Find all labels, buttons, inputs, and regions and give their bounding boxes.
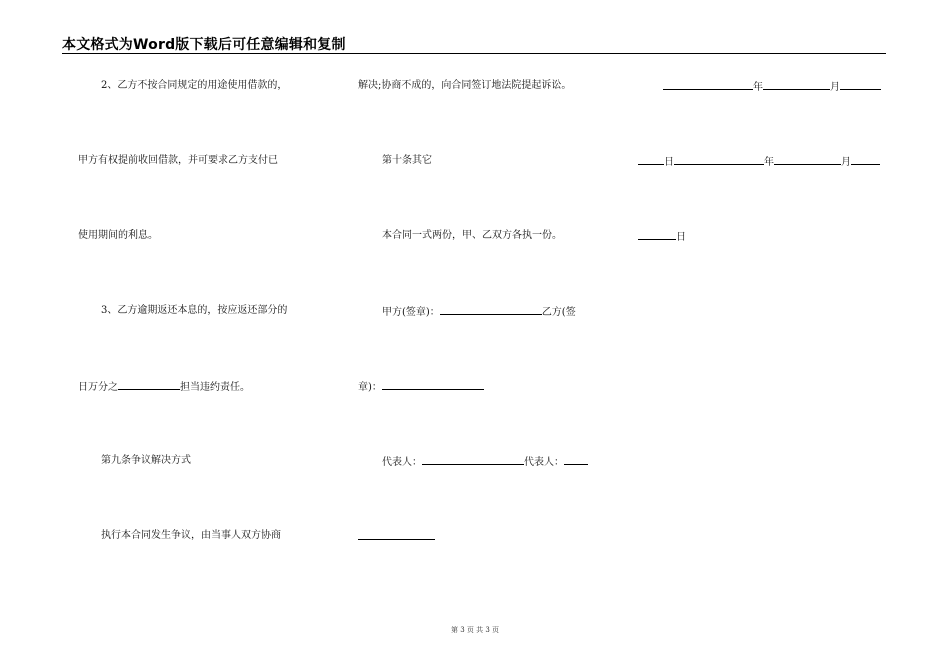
party-b-signature-label: 乙方(签 — [541, 307, 576, 318]
col3-line-1 — [663, 79, 881, 95]
col2-line-7 — [358, 529, 435, 545]
month-label: 月 — [830, 82, 840, 93]
day-label: 日 — [676, 232, 686, 243]
col1-line-5 — [78, 379, 250, 395]
col1-line-7: 执行本合同发生争议，由当事人双方协商 — [101, 530, 281, 541]
day-blank — [851, 154, 880, 165]
year-label: 年 — [753, 82, 763, 93]
party-a-signature-label: 甲方(签章)： — [382, 307, 440, 318]
fill-blank — [118, 379, 180, 390]
party-b-signature-label-cont: 章)： — [358, 382, 382, 393]
day-blank — [638, 154, 664, 165]
day-label: 日 — [664, 157, 674, 168]
col3-line-2 — [638, 154, 880, 170]
blank-line — [358, 529, 435, 540]
year-label: 年 — [764, 157, 774, 168]
col2-line-5 — [358, 379, 484, 395]
representative-b-label: 代表人： — [524, 457, 564, 468]
col1-line-1: 2、乙方不按合同规定的用途使用借款的， — [101, 80, 288, 91]
col1-line-6: 第九条争议解决方式 — [101, 455, 191, 466]
day-blank — [638, 229, 676, 240]
month-blank — [774, 154, 841, 165]
year-blank — [663, 79, 753, 90]
col2-line-4 — [382, 304, 576, 320]
page-header-title: 本文格式为Word版下载后可任意编辑和复制 — [62, 37, 346, 53]
header-rule — [62, 53, 886, 54]
year-blank — [674, 154, 764, 165]
col2-line-3: 本合同一式两份，甲、乙双方各执一份。 — [382, 230, 562, 241]
representative-a-blank — [422, 454, 524, 465]
representative-a-label: 代表人： — [382, 457, 422, 468]
col1-line-5-prefix: 日万分之 — [78, 382, 118, 393]
col1-line-5-suffix: 担当违约责任。 — [180, 382, 250, 393]
month-blank — [763, 79, 830, 90]
col1-line-4: 3、乙方逾期返还本息的，按应返还部分的 — [101, 305, 288, 316]
day-blank — [840, 79, 881, 90]
col3-line-3 — [638, 229, 686, 245]
party-a-signature-blank — [440, 304, 542, 315]
col1-line-2: 甲方有权提前收回借款，并可要求乙方支付已 — [78, 155, 278, 166]
col2-line-6 — [382, 454, 588, 470]
col1-line-3: 使用期间的利息。 — [78, 230, 158, 241]
party-b-signature-blank — [382, 379, 484, 390]
representative-b-blank — [564, 454, 588, 465]
col2-line-2: 第十条其它 — [382, 155, 432, 166]
col2-line-1: 解决;协商不成的，向合同签订地法院提起诉讼。 — [358, 80, 572, 91]
month-label: 月 — [841, 157, 851, 168]
page-number-footer: 第 3 页 共 3 页 — [450, 626, 500, 634]
